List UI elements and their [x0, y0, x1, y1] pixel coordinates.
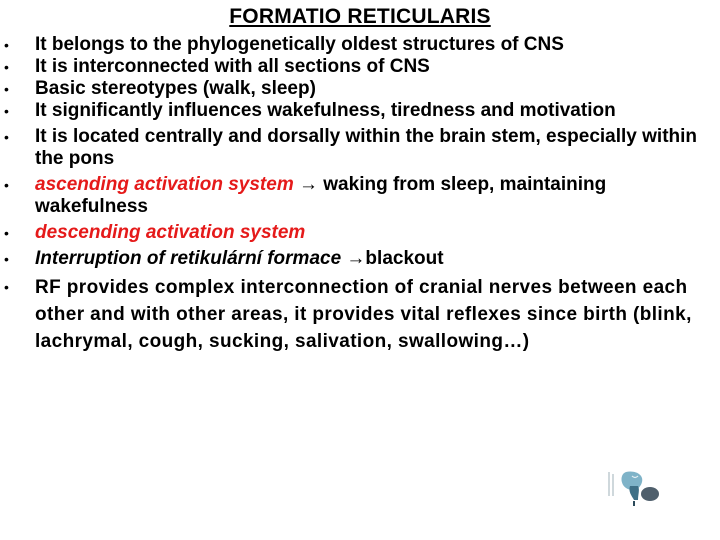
bullet-item — [0, 248, 712, 270]
bullet-list — [0, 34, 712, 359]
ascending-activation-label: ascending activation system — [35, 174, 294, 195]
bullet-item — [0, 56, 712, 78]
bullet-item — [0, 126, 712, 170]
bullet-item — [0, 100, 712, 122]
bullet-item — [0, 274, 712, 355]
bullet-item — [0, 34, 712, 56]
brain-stem-icon — [604, 468, 664, 508]
descending-activation-label: descending activation system — [35, 222, 306, 243]
bullet-text: →blackout — [341, 248, 444, 269]
bullet-text: Basic stereotypes (walk, sleep) — [35, 78, 316, 99]
bullet-item — [0, 78, 712, 100]
bullet-dot: • — [4, 279, 10, 295]
bullet-dot: • — [4, 177, 9, 193]
interruption-label: Interruption of retikulární formace — [35, 248, 342, 269]
bullet-dot: • — [4, 59, 9, 75]
slide-title: FORMATIO RETICULARIS — [229, 5, 491, 28]
bullet-dot: • — [4, 129, 9, 145]
bullet-text: It is located centrally and dorsally within the brain stem, especially within the pons — [35, 126, 698, 169]
bullet-dot: • — [4, 103, 9, 119]
bullet-text: It belongs to the phylogenetically oldest structures of CNS — [35, 34, 564, 55]
bullet-dot: • — [4, 81, 9, 97]
bullet-dot: • — [4, 225, 9, 241]
bullet-dot: • — [4, 37, 9, 53]
bullet-item — [0, 174, 712, 218]
bullet-item — [0, 222, 712, 244]
bullet-text: It significantly influences wakefulness, tiredness and motivation — [35, 100, 616, 121]
bullet-text: → waking from sleep, maintaining wakefulness — [35, 174, 607, 217]
bullet-text: It is interconnected with all sections of CNS — [35, 56, 430, 77]
bullet-dot: • — [4, 251, 9, 267]
bullet-text: RF provides complex interconnection of cranial nerves between each other and with other areas, it provides vital reflexes since birth (blink, lachrymal, cough, sucking, salivation, swallowing…) — [35, 277, 692, 352]
